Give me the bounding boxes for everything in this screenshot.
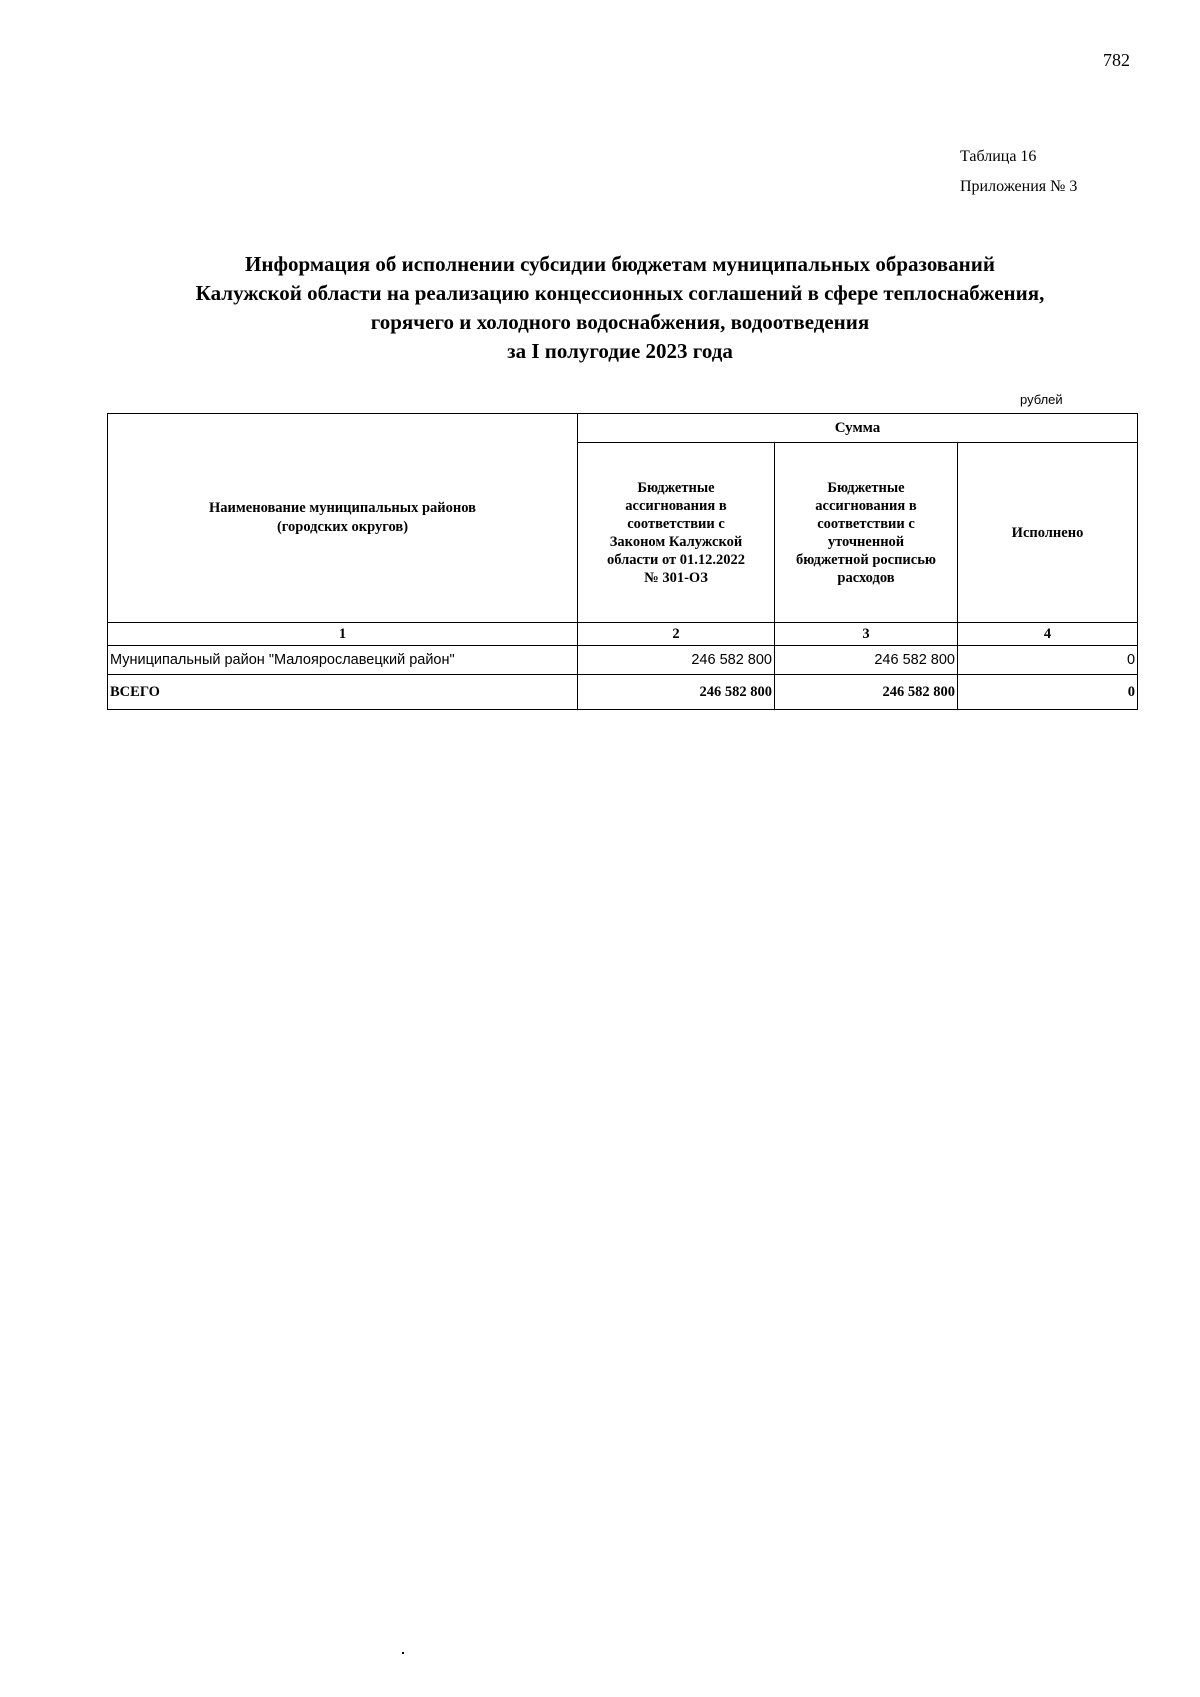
header-municipality-line-1: Наименование муниципальных районов [209,500,476,516]
column-number-4: 4 [958,623,1138,646]
table-number: Таблица 16 [960,148,1037,165]
title-line-2: Калужской области на реализацию концессионных соглашений в сфере теплоснабжения, [195,281,1045,305]
executed-amount: 0 [958,646,1138,675]
total-row [108,675,1138,710]
header-refined-appropriations: Бюджетные ассигнования в соответствии с уточненной бюджетной росписью расходов [775,443,958,623]
total-refined-amount: 246 582 800 [775,675,958,710]
scan-dot [402,1652,404,1654]
column-number-1: 1 [108,623,578,646]
header-municipality-line-2: (городских округов) [276,519,409,535]
title-line-1: Информация об исполнении субсидии бюджетам муниципальных образований [245,252,995,276]
total-label: ВСЕГО [108,675,578,710]
total-executed-amount: 0 [958,675,1138,710]
header-executed: Исполнено [958,443,1138,623]
page-number: 782 [1103,50,1130,70]
units-label: рублей [1020,392,1063,407]
table-row [108,646,1138,675]
law-amount: 246 582 800 [578,646,775,675]
header-sum: Сумма [578,414,1138,443]
column-number-2: 2 [578,623,775,646]
total-law-amount: 246 582 800 [578,675,775,710]
appendix-number: Приложения № 3 [960,178,1078,195]
column-number-row [108,623,1138,646]
municipality-name: Муниципальный район "Малоярославецкий район" [108,646,578,675]
title-line-4: за I полугодие 2023 года [507,339,733,363]
column-number-3: 3 [775,623,958,646]
subsidy-table [107,413,1138,710]
header-municipality [108,414,578,623]
refined-amount: 246 582 800 [775,646,958,675]
document-title [100,250,1140,366]
title-line-3: горячего и холодного водоснабжения, водоотведения [370,310,870,334]
header-law-appropriations: Бюджетные ассигнования в соответствии с Законом Калужской области от 01.12.2022 № 301-ОЗ [578,443,775,623]
table-reference [960,142,1077,202]
